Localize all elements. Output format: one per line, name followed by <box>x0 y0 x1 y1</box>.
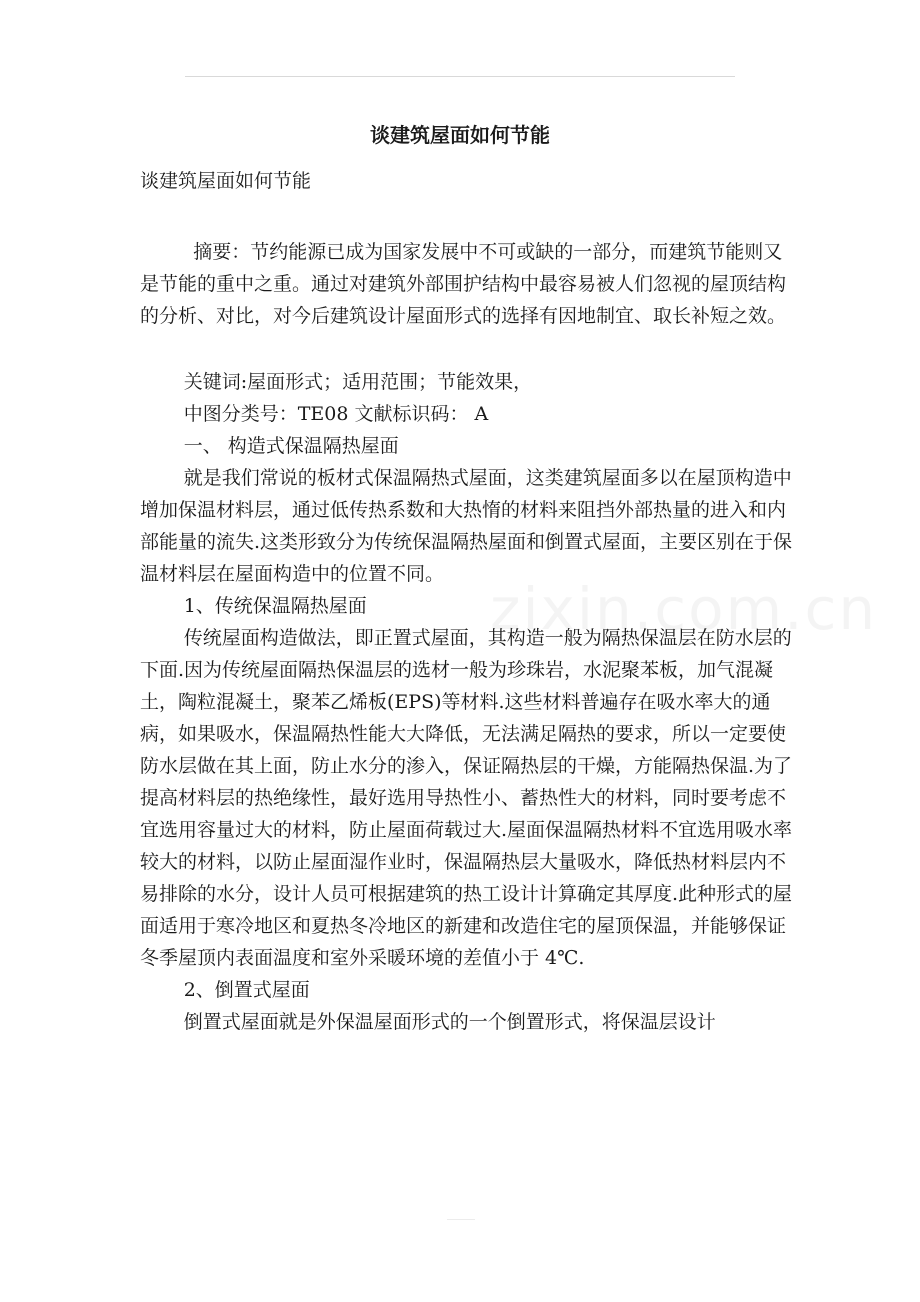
document-body <box>140 165 795 1038</box>
subsection-heading-2: 2、倒置式屋面 <box>183 979 310 1001</box>
abstract-paragraph: 摘要：节约能源已成为国家发展中不可或缺的一部分，而建筑节能则又是节能的重中之重。通过对建筑外部围护结构中最容易被人们忽视的屋顶结构的分析、对比，对今后建筑设计屋面形式的选择有因地制宜、取长补短之效。 <box>140 241 787 327</box>
header-rule <box>185 76 735 77</box>
classification-line: 中图分类号：TE08 文献标识码： A <box>183 403 489 425</box>
section-heading-1: 一、 构造式保温隔热屋面 <box>183 435 399 457</box>
document-subtitle: 谈建筑屋面如何节能 <box>140 170 312 192</box>
section-1-paragraph: 就是我们常说的板材式保温隔热式屋面，这类建筑屋面多以在屋顶构造中增加保温材料层，通过低传热系数和大热惰的材料来阻挡外部热量的进入和内部能量的流失.这类形致分为传统保温隔热屋面和倒置式屋面，主要区别在于保温材料层在屋面构造中的位置不同。 <box>140 467 793 585</box>
subsection-1-paragraph: 传统屋面构造做法，即正置式屋面，其构造一般为隔热保温层在防水层的下面.因为传统屋面隔热保温层的选材一般为珍珠岩，水泥聚苯板，加气混凝土，陶粒混凝土，聚苯乙烯板(EPS)等材料.这些材料普遍存在吸水率大的通病，如果吸水，保温隔热性能大大降低，无法满足隔热的要求，所以一定要使防水层做在其上面，防止水分的渗入，保证隔热层的干燥，方能隔热保温.为了提高材料层的热绝缘性，最好选用导热性小、蓄热性大的材料，同时要考虑不宜选用容量过大的材料，防止屋面荷载过大.屋面保温隔热材料不宜选用吸水率较大的材料，以防止屋面湿作业时，保温隔热层大量吸水，降低热材料层内不易排除的水分，设计人员可根据建筑的热工设计计算确定其厚度.此种形式的屋面适用于寒冷地区和夏热冬冷地区的新建和改造住宅的屋顶保温，并能够保证冬季屋顶内表面温度和室外采暖环境的差值小于 4℃. <box>140 627 793 969</box>
spacer <box>140 197 795 236</box>
spacer <box>140 332 795 366</box>
footer-mark <box>447 1219 475 1220</box>
subsection-heading-1: 1、传统保温隔热屋面 <box>183 595 367 617</box>
subsection-2-paragraph: 倒置式屋面就是外保温屋面形式的一个倒置形式，将保温层设计 <box>183 1011 716 1033</box>
document-title: 谈建筑屋面如何节能 <box>370 123 550 147</box>
keywords-line: 关键词:屋面形式；适用范围；节能效果， <box>183 371 533 393</box>
